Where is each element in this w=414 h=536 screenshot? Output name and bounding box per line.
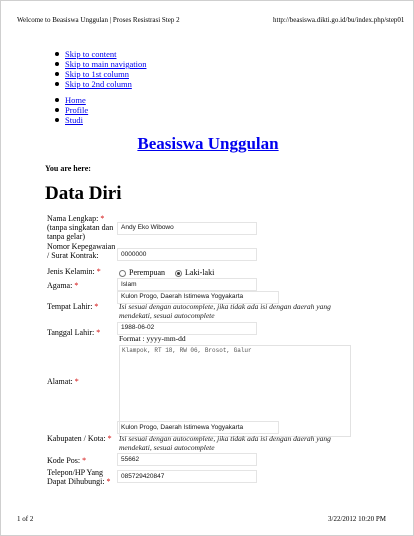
skip-links <box>55 49 146 89</box>
kabupaten-label: Kabupaten / Kota: * <box>47 434 112 443</box>
required-mark: * <box>96 328 101 337</box>
nav-profile-link[interactable]: Profile <box>65 105 89 115</box>
kabupaten-hint: Isi sesuai dengan autocomplete, jika tidak ada isi dengan daerah yang mendekati, sesuai autocomplete <box>119 434 331 452</box>
required-mark: * <box>74 377 79 386</box>
nip-label: Nomor Kepegawaian / Surat Kontrak: <box>47 242 116 260</box>
radio-laki-laki[interactable] <box>175 270 182 277</box>
skip-to-2nd-column-link[interactable]: Skip to 2nd column <box>65 79 132 89</box>
agama-label: Agama: * <box>47 281 79 290</box>
agama-value: Islam <box>121 281 137 288</box>
required-mark: * <box>106 477 111 486</box>
tanggal-format: Format : yyyy-mm-dd <box>119 334 186 343</box>
required-mark: * <box>100 214 105 223</box>
nav-home-link[interactable]: Home <box>65 95 86 105</box>
skip-to-1st-column-link[interactable]: Skip to 1st column <box>65 69 129 79</box>
skip-link-item <box>55 69 146 79</box>
print-header-title: Welcome to Beasiswa Unggulan | Proses Resistrasi Step 2 <box>17 16 180 24</box>
gender-label: Jenis Kelamin: * <box>47 267 101 276</box>
breadcrumb: You are here: <box>45 164 91 173</box>
kodepos-value: 55662 <box>121 456 140 463</box>
skip-to-main-navigation-link[interactable]: Skip to main navigation <box>65 59 147 69</box>
required-mark: * <box>94 302 99 311</box>
telepon-label: Telepon/HP Yang Dapat Dihubungi: * <box>47 468 111 486</box>
print-footer-datetime: 3/22/2012 10:20 PM <box>328 515 386 523</box>
required-mark: * <box>74 281 79 290</box>
telepon-value: 085729420847 <box>121 473 165 480</box>
site-title <box>1 134 414 154</box>
kabupaten-value: Kulon Progo, Daerah Istimewa Yogyakarta <box>121 424 244 431</box>
agama-select[interactable] <box>117 278 257 291</box>
tempat-value: Kulon Progo, Daerah Istimewa Yogyakarta <box>121 293 244 300</box>
print-footer-page: 1 of 2 <box>17 515 34 523</box>
kodepos-label: Kode Pos: * <box>47 456 87 465</box>
nip-value: 0000000 <box>121 251 147 258</box>
nav-item <box>55 115 88 125</box>
required-mark: * <box>96 267 101 276</box>
nav-item <box>55 95 88 105</box>
radio-perempuan[interactable] <box>119 270 126 277</box>
tempat-label: Tempat Lahir: * <box>47 302 99 311</box>
required-mark: * <box>107 434 112 443</box>
skip-link-item <box>55 79 146 89</box>
gender-radio-group <box>119 268 222 277</box>
page-title: Data Diri <box>45 183 122 204</box>
print-header-url: http://beasiswa.dikti.go.id/bu/index.php/step01 <box>273 16 405 24</box>
tempat-hint: Isi sesuai dengan autocomplete, jika tidak ada isi dengan daerah yang mendekati, sesuai autocomplete <box>119 302 331 320</box>
skip-link-item <box>55 49 146 59</box>
site-title-link[interactable]: Beasiswa Unggulan <box>137 134 279 153</box>
nama-value: Andy Eko Wibowo <box>121 224 174 231</box>
main-navigation <box>55 95 88 125</box>
skip-to-content-link[interactable]: Skip to content <box>65 49 117 59</box>
tanggal-label: Tanggal Lahir: * <box>47 328 101 337</box>
nav-item <box>55 105 88 115</box>
nav-studi-link[interactable]: Studi <box>65 115 83 125</box>
gender-option-perempuan[interactable]: Perempuan <box>119 268 165 277</box>
required-mark: * <box>82 456 87 465</box>
tanggal-value: 1988-06-02 <box>121 324 155 331</box>
alamat-label: Alamat: * <box>47 377 79 386</box>
gender-option-laki-laki[interactable]: Laki-laki <box>175 268 214 277</box>
skip-link-item <box>55 59 146 69</box>
nama-label: Nama Lengkap: * (tanpa singkatan dan tanpa gelar) <box>47 214 114 241</box>
